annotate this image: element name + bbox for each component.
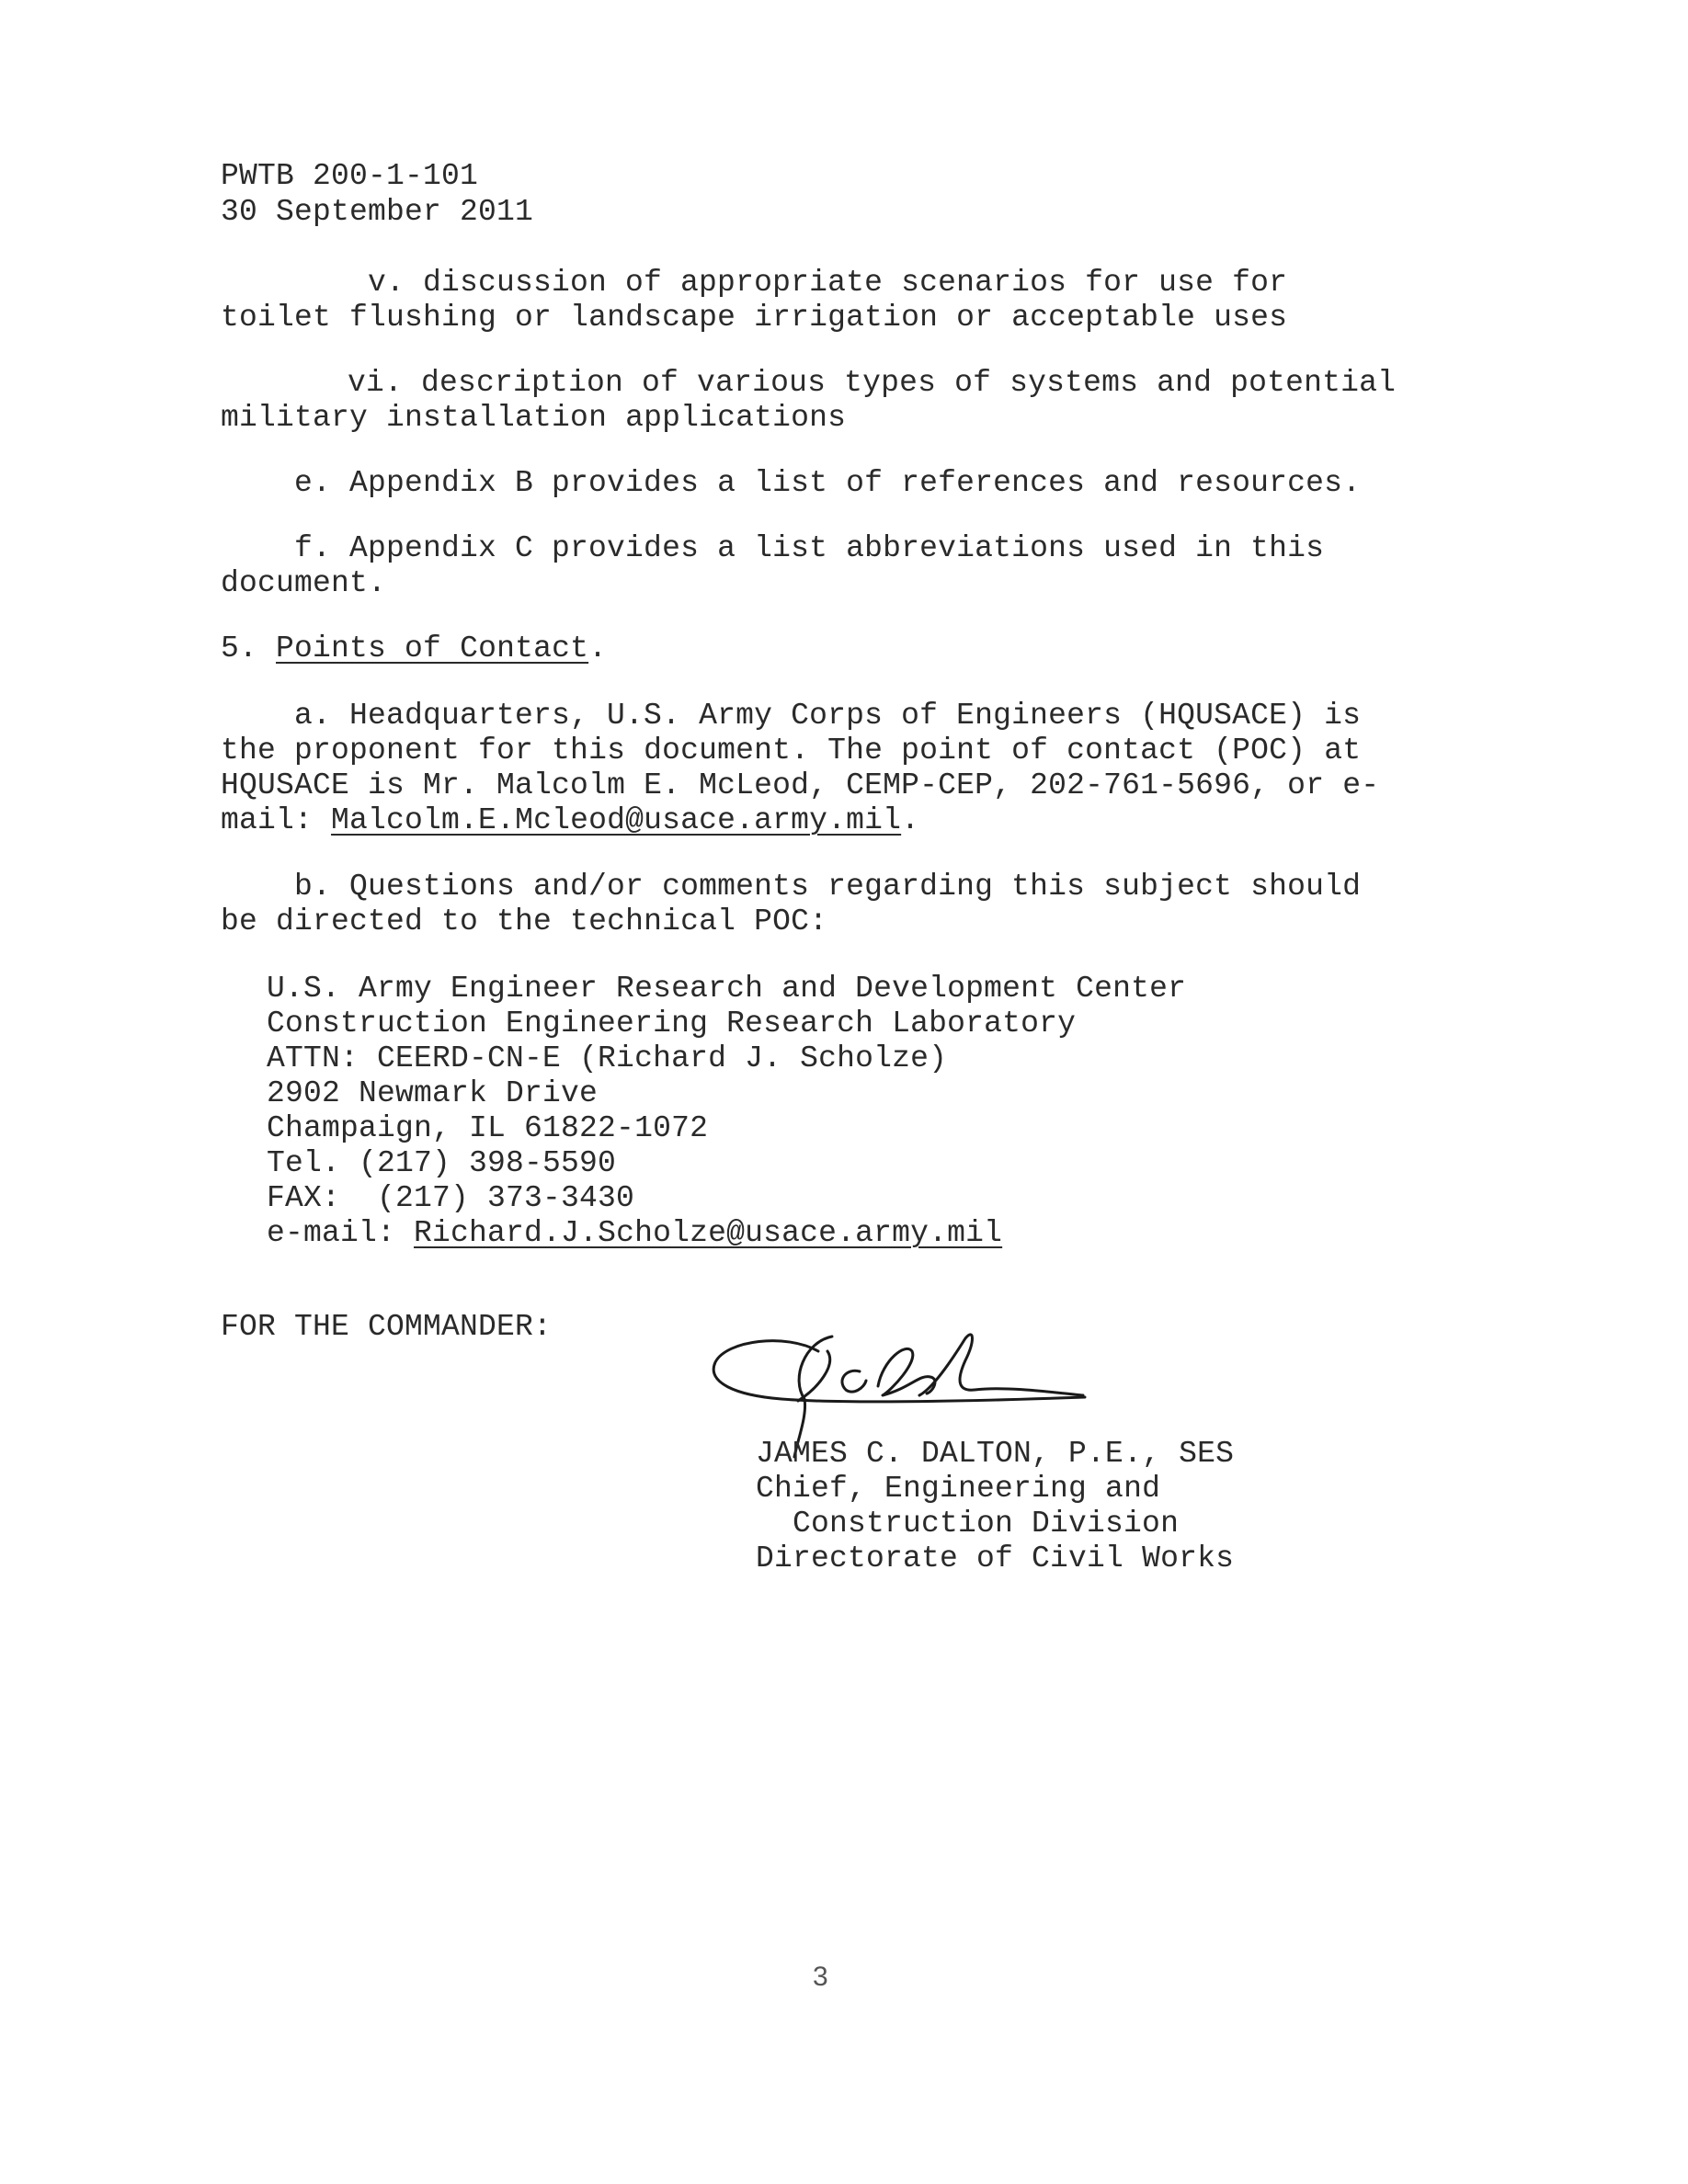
section-title-period: .	[588, 631, 608, 665]
item-vi-line2: military installation applications	[221, 401, 847, 435]
item-v-line2: toilet flushing or landscape irrigation or acceptable uses	[221, 301, 1288, 335]
address-line-street: 2902 Newmark Drive	[267, 1076, 599, 1110]
address-line-organization: U.S. Army Engineer Research and Development Center	[267, 972, 1187, 1006]
item-vi-line1: vi. description of various types of systems and potential	[348, 366, 1397, 400]
item-v-line1: v. discussion of appropriate scenarios for use for	[368, 266, 1288, 300]
document-date: 30 September 2011	[221, 195, 534, 229]
para-a-line4	[221, 802, 919, 839]
section-heading	[221, 631, 607, 667]
para-a-line3: HQUSACE is Mr. Malcolm E. McLeod, CEMP-CEP, 202-761-5696, or e-	[221, 768, 1380, 802]
section-number: 5.	[221, 631, 258, 665]
address-line-fax: FAX: (217) 373-3430	[267, 1181, 635, 1215]
address-line-city: Champaign, IL 61822-1072	[267, 1111, 709, 1145]
para-b-line2: be directed to the technical POC:	[221, 904, 828, 938]
signer-title-line1: Chief, Engineering and	[756, 1472, 1161, 1506]
document-id: PWTB 200-1-101	[221, 159, 479, 193]
para-b-line1: b. Questions and/or comments regarding this subject should	[294, 870, 1362, 904]
technical-poc-email-link[interactable]: Richard.J.Scholze@usace.army.mil	[414, 1216, 1003, 1250]
address-line-attn: ATTN: CEERD-CN-E (Richard J. Scholze)	[267, 1041, 948, 1075]
item-f-line2: document.	[221, 566, 387, 600]
address-line-email	[267, 1215, 1002, 1252]
item-f-line1: f. Appendix C provides a list abbreviations used in this	[294, 531, 1325, 565]
address-line-laboratory: Construction Engineering Research Laboratory	[267, 1007, 1077, 1041]
para-a-period: .	[901, 803, 920, 837]
for-the-commander: FOR THE COMMANDER:	[221, 1310, 553, 1344]
address-line-tel: Tel. (217) 398-5590	[267, 1146, 617, 1180]
signer-title-line2: Construction Division	[793, 1507, 1180, 1541]
item-e-line1: e. Appendix B provides a list of references and resources.	[294, 466, 1362, 500]
para-a-email-prefix: mail:	[221, 803, 332, 837]
address-email-prefix: e-mail:	[267, 1216, 415, 1250]
signer-name: JAMES C. DALTON, P.E., SES	[756, 1437, 1235, 1471]
page-number: 3	[813, 1962, 828, 1992]
signer-title-line3: Directorate of Civil Works	[756, 1541, 1235, 1575]
para-a-line1: a. Headquarters, U.S. Army Corps of Engineers (HQUSACE) is	[294, 699, 1362, 733]
para-a-line2: the proponent for this document. The point of contact (POC) at	[221, 734, 1362, 768]
section-title: Points of Contact	[276, 631, 589, 665]
poc-email-link[interactable]: Malcolm.E.Mcleod@usace.army.mil	[331, 803, 902, 837]
